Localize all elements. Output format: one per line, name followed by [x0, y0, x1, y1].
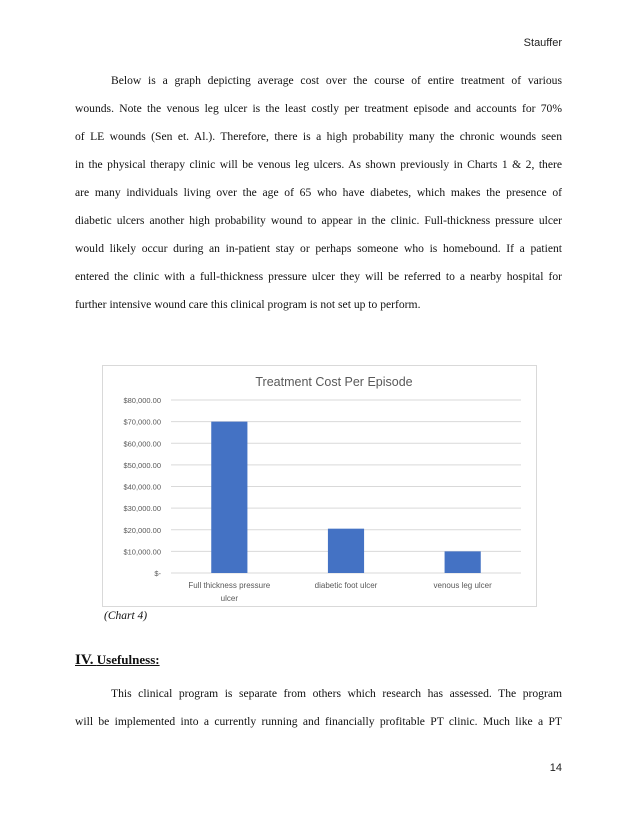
- y-tick-label: $30,000.00: [123, 504, 161, 514]
- bar: [445, 551, 481, 573]
- bar: [211, 422, 247, 573]
- y-tick-label: $80,000.00: [123, 396, 161, 405]
- x-tick-label: venous leg ulcer: [433, 581, 492, 590]
- chart-caption: (Chart 4): [104, 610, 148, 622]
- y-tick-label: $60,000.00: [123, 439, 161, 449]
- y-tick-label: $10,000.00: [123, 547, 161, 557]
- section-heading: [75, 652, 160, 669]
- section-title: Usefulness:: [96, 652, 160, 667]
- x-tick-label: diabetic foot ulcer: [314, 581, 378, 590]
- y-tick-label: $50,000.00: [123, 460, 161, 470]
- y-tick-label: $70,000.00: [123, 417, 161, 427]
- y-tick-label: $-: [154, 569, 161, 578]
- y-tick-label: $40,000.00: [123, 482, 161, 492]
- paragraph-line: further intensive wound care this clinical program is not set up to perform.: [75, 298, 421, 311]
- treatment-cost-chart: [102, 365, 537, 607]
- chart-canvas: [103, 366, 536, 606]
- paragraph-line: diabetic ulcers another high probability wound to appear in the clinic. Full-thickness pressure ulcer: [75, 214, 562, 227]
- x-tick-label: ulcer: [220, 594, 239, 603]
- paragraph-line: are many individuals living over the age of 65 who have diabetes, which makes the presence of: [75, 186, 562, 199]
- y-tick-label: $20,000.00: [123, 525, 161, 535]
- bar: [328, 529, 364, 573]
- chart-title: Treatment Cost Per Episode: [255, 375, 413, 389]
- paragraph-line: will be implemented into a currently running and financially profitable PT clinic. Much like a PT: [75, 715, 562, 728]
- paragraph-line: wounds. Note the venous leg ulcer is the least costly per treatment episode and accounts for 70%: [75, 102, 562, 115]
- x-tick-label: Full thickness pressure: [188, 581, 271, 590]
- page-number: 14: [549, 762, 562, 774]
- paragraph-line: Below is a graph depicting average cost over the course of entire treatment of various: [111, 74, 562, 87]
- paragraph-line: This clinical program is separate from others which research has assessed. The program: [111, 687, 562, 700]
- running-header-author: Stauffer: [523, 37, 562, 49]
- section-number: IV.: [75, 652, 94, 668]
- paragraph-line: entered the clinic with a full-thickness pressure ulcer they will be referred to a nearby hospital for: [75, 270, 562, 283]
- paragraph-line: in the physical therapy clinic will be venous leg ulcers. As shown previously in Charts 1 & 2, there: [75, 158, 562, 171]
- paragraph-line: of LE wounds (Sen et. Al.). Therefore, there is a high probability many the chronic wounds seen: [75, 130, 562, 143]
- paragraph-line: would likely occur during an in-patient stay or perhaps someone who is homebound. If a patient: [75, 242, 562, 255]
